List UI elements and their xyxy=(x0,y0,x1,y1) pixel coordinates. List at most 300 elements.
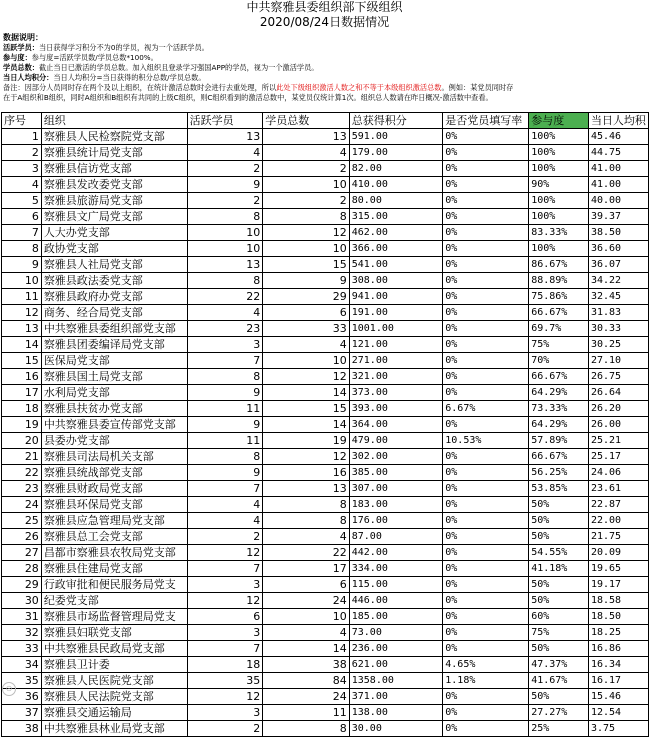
cell-fill-rate[interactable]: 0% xyxy=(443,609,529,625)
cell-fill-rate[interactable]: 0% xyxy=(443,577,529,593)
cell-total[interactable]: 22 xyxy=(263,545,349,561)
cell-participation[interactable]: 83.33% xyxy=(529,225,589,241)
table-row[interactable] xyxy=(2,353,649,369)
table-row[interactable] xyxy=(2,625,649,641)
cell-avg-points[interactable]: 41.00 xyxy=(588,161,648,177)
cell-total[interactable]: 14 xyxy=(263,641,349,657)
cell-avg-points[interactable]: 40.00 xyxy=(588,193,648,209)
cell-org[interactable]: 察雅县文广局党支部 xyxy=(41,209,187,225)
cell-participation[interactable]: 100% xyxy=(529,145,589,161)
cell-org[interactable]: 行政审批和便民服务局党支 xyxy=(41,577,187,593)
table-row[interactable] xyxy=(2,657,649,673)
cell-points[interactable]: 185.00 xyxy=(349,609,443,625)
cell-total[interactable]: 8 xyxy=(263,721,349,737)
cell-points[interactable]: 191.00 xyxy=(349,305,443,321)
cell-points[interactable]: 1001.00 xyxy=(349,321,443,337)
cell-active[interactable]: 7 xyxy=(187,481,263,497)
cell-total[interactable]: 4 xyxy=(263,529,349,545)
cell-participation[interactable]: 75.86% xyxy=(529,289,589,305)
table-row[interactable] xyxy=(2,641,649,657)
cell-index[interactable]: 28 xyxy=(2,561,42,577)
cell-index[interactable]: 14 xyxy=(2,337,42,353)
cell-total[interactable]: 8 xyxy=(263,497,349,513)
cell-index[interactable]: 27 xyxy=(2,545,42,561)
cell-active[interactable]: 2 xyxy=(187,193,263,209)
cell-points[interactable]: 941.00 xyxy=(349,289,443,305)
cell-participation[interactable]: 69.7% xyxy=(529,321,589,337)
cell-index[interactable]: 30 xyxy=(2,593,42,609)
cell-active[interactable]: 9 xyxy=(187,465,263,481)
cell-points[interactable]: 138.00 xyxy=(349,705,443,721)
cell-participation[interactable]: 47.37% xyxy=(529,657,589,673)
cell-org[interactable]: 察雅县妇联党支部 xyxy=(41,625,187,641)
cell-participation[interactable]: 50% xyxy=(529,577,589,593)
table-row[interactable] xyxy=(2,689,649,705)
cell-points[interactable]: 410.00 xyxy=(349,177,443,193)
cell-points[interactable]: 373.00 xyxy=(349,385,443,401)
cell-org[interactable]: 察雅县扶贫办党支部 xyxy=(41,401,187,417)
cell-points[interactable]: 87.00 xyxy=(349,529,443,545)
cell-org[interactable]: 察雅县旅游局党支部 xyxy=(41,193,187,209)
cell-avg-points[interactable]: 18.58 xyxy=(588,593,648,609)
cell-total[interactable]: 4 xyxy=(263,337,349,353)
cell-avg-points[interactable]: 36.07 xyxy=(588,257,648,273)
cell-org[interactable]: 政协党支部 xyxy=(41,241,187,257)
cell-avg-points[interactable]: 16.86 xyxy=(588,641,648,657)
cell-active[interactable]: 4 xyxy=(187,305,263,321)
cell-fill-rate[interactable]: 0% xyxy=(443,129,529,145)
cell-fill-rate[interactable]: 1.18% xyxy=(443,673,529,689)
cell-total[interactable]: 11 xyxy=(263,705,349,721)
cell-points[interactable]: 82.00 xyxy=(349,161,443,177)
cell-fill-rate[interactable]: 0% xyxy=(443,545,529,561)
cell-index[interactable]: 4 xyxy=(2,177,42,193)
cell-fill-rate[interactable]: 0% xyxy=(443,337,529,353)
cell-active[interactable]: 9 xyxy=(187,385,263,401)
cell-org[interactable]: 察雅县应急管理局党支部 xyxy=(41,513,187,529)
cell-org[interactable]: 察雅县信访党支部 xyxy=(41,161,187,177)
cell-participation[interactable]: 90% xyxy=(529,177,589,193)
cell-total[interactable]: 38 xyxy=(263,657,349,673)
cell-points[interactable]: 393.00 xyxy=(349,401,443,417)
cell-org[interactable]: 察雅县总工会党支部 xyxy=(41,529,187,545)
cell-total[interactable]: 19 xyxy=(263,433,349,449)
cell-index[interactable]: 36 xyxy=(2,689,42,705)
cell-avg-points[interactable]: 21.75 xyxy=(588,529,648,545)
cell-fill-rate[interactable]: 0% xyxy=(443,225,529,241)
cell-org[interactable]: 中共察雅县委宣传部党支部 xyxy=(41,417,187,433)
cell-points[interactable]: 308.00 xyxy=(349,273,443,289)
cell-fill-rate[interactable]: 0% xyxy=(443,305,529,321)
cell-participation[interactable]: 60% xyxy=(529,609,589,625)
cell-points[interactable]: 366.00 xyxy=(349,241,443,257)
table-row[interactable] xyxy=(2,129,649,145)
table-row[interactable] xyxy=(2,705,649,721)
cell-points[interactable]: 334.00 xyxy=(349,561,443,577)
cell-total[interactable]: 9 xyxy=(263,273,349,289)
cell-index[interactable]: 34 xyxy=(2,657,42,673)
cell-active[interactable]: 13 xyxy=(187,129,263,145)
cell-fill-rate[interactable]: 0% xyxy=(443,593,529,609)
cell-org[interactable]: 察雅县团委编译局党支部 xyxy=(41,337,187,353)
table-row[interactable] xyxy=(2,209,649,225)
cell-active[interactable]: 7 xyxy=(187,641,263,657)
cell-fill-rate[interactable]: 0% xyxy=(443,625,529,641)
cell-avg-points[interactable]: 44.75 xyxy=(588,145,648,161)
cell-points[interactable]: 73.00 xyxy=(349,625,443,641)
cell-participation[interactable]: 75% xyxy=(529,337,589,353)
cell-participation[interactable]: 86.67% xyxy=(529,257,589,273)
cell-avg-points[interactable]: 38.50 xyxy=(588,225,648,241)
cell-avg-points[interactable]: 32.45 xyxy=(588,289,648,305)
table-row[interactable] xyxy=(2,305,649,321)
cell-index[interactable]: 31 xyxy=(2,609,42,625)
cell-index[interactable]: 18 xyxy=(2,401,42,417)
cell-points[interactable]: 462.00 xyxy=(349,225,443,241)
cell-points[interactable]: 315.00 xyxy=(349,209,443,225)
cell-active[interactable]: 11 xyxy=(187,433,263,449)
table-row[interactable] xyxy=(2,161,649,177)
cell-fill-rate[interactable]: 4.65% xyxy=(443,657,529,673)
cell-total[interactable]: 2 xyxy=(263,161,349,177)
cell-total[interactable]: 10 xyxy=(263,353,349,369)
cell-org[interactable]: 昌都市察雅县农牧局党支部 xyxy=(41,545,187,561)
cell-org[interactable]: 察雅县财政局党支部 xyxy=(41,481,187,497)
cell-points[interactable]: 446.00 xyxy=(349,593,443,609)
cell-index[interactable]: 5 xyxy=(2,193,42,209)
cell-points[interactable]: 80.00 xyxy=(349,193,443,209)
cell-points[interactable]: 541.00 xyxy=(349,257,443,273)
cell-participation[interactable]: 66.67% xyxy=(529,369,589,385)
cell-avg-points[interactable]: 31.83 xyxy=(588,305,648,321)
cell-org[interactable]: 中共察雅县林业局党支部 xyxy=(41,721,187,737)
cell-avg-points[interactable]: 26.75 xyxy=(588,369,648,385)
cell-points[interactable]: 183.00 xyxy=(349,497,443,513)
cell-index[interactable]: 26 xyxy=(2,529,42,545)
cell-total[interactable]: 12 xyxy=(263,225,349,241)
cell-active[interactable]: 3 xyxy=(187,337,263,353)
cell-avg-points[interactable]: 39.37 xyxy=(588,209,648,225)
cell-org[interactable]: 察雅县统计局党支部 xyxy=(41,145,187,161)
cell-total[interactable]: 4 xyxy=(263,145,349,161)
table-row[interactable] xyxy=(2,545,649,561)
cell-participation[interactable]: 100% xyxy=(529,161,589,177)
cell-index[interactable]: 16 xyxy=(2,369,42,385)
cell-org[interactable]: 察雅县住建局党支部 xyxy=(41,561,187,577)
table-row[interactable] xyxy=(2,465,649,481)
cell-index[interactable]: 3 xyxy=(2,161,42,177)
table-row[interactable] xyxy=(2,193,649,209)
cell-fill-rate[interactable]: 0% xyxy=(443,705,529,721)
cell-fill-rate[interactable]: 0% xyxy=(443,161,529,177)
cell-active[interactable]: 8 xyxy=(187,209,263,225)
cell-fill-rate[interactable]: 0% xyxy=(443,273,529,289)
cell-points[interactable]: 364.00 xyxy=(349,417,443,433)
cell-index[interactable]: 7 xyxy=(2,225,42,241)
cell-total[interactable]: 8 xyxy=(263,209,349,225)
cell-active[interactable]: 12 xyxy=(187,689,263,705)
cell-points[interactable]: 307.00 xyxy=(349,481,443,497)
cell-org[interactable]: 察雅县人民检察院党支部 xyxy=(41,129,187,145)
cell-total[interactable]: 12 xyxy=(263,369,349,385)
cell-fill-rate[interactable]: 0% xyxy=(443,497,529,513)
cell-participation[interactable]: 50% xyxy=(529,497,589,513)
table-row[interactable] xyxy=(2,241,649,257)
cell-participation[interactable]: 100% xyxy=(529,129,589,145)
cell-avg-points[interactable]: 25.17 xyxy=(588,449,648,465)
cell-total[interactable]: 8 xyxy=(263,513,349,529)
cell-index[interactable]: 22 xyxy=(2,465,42,481)
cell-active[interactable]: 7 xyxy=(187,353,263,369)
cell-fill-rate[interactable]: 0% xyxy=(443,209,529,225)
cell-fill-rate[interactable]: 0% xyxy=(443,257,529,273)
table-row[interactable] xyxy=(2,385,649,401)
cell-total[interactable]: 14 xyxy=(263,385,349,401)
cell-active[interactable]: 18 xyxy=(187,657,263,673)
cell-active[interactable]: 2 xyxy=(187,721,263,737)
cell-org[interactable]: 察雅县发改委党支部 xyxy=(41,177,187,193)
cell-org[interactable]: 察雅县政府办党支部 xyxy=(41,289,187,305)
cell-avg-points[interactable]: 18.50 xyxy=(588,609,648,625)
cell-active[interactable]: 22 xyxy=(187,289,263,305)
cell-active[interactable]: 23 xyxy=(187,321,263,337)
table-row[interactable] xyxy=(2,321,649,337)
cell-total[interactable]: 84 xyxy=(263,673,349,689)
cell-participation[interactable]: 50% xyxy=(529,529,589,545)
cell-total[interactable]: 6 xyxy=(263,305,349,321)
cell-avg-points[interactable]: 19.17 xyxy=(588,577,648,593)
cell-points[interactable]: 479.00 xyxy=(349,433,443,449)
cell-index[interactable]: 35 xyxy=(2,673,42,689)
cell-avg-points[interactable]: 41.00 xyxy=(588,177,648,193)
table-row[interactable] xyxy=(2,401,649,417)
table-row[interactable] xyxy=(2,257,649,273)
cell-index[interactable]: 11 xyxy=(2,289,42,305)
cell-points[interactable]: 371.00 xyxy=(349,689,443,705)
cell-avg-points[interactable]: 16.34 xyxy=(588,657,648,673)
cell-active[interactable]: 10 xyxy=(187,241,263,257)
cell-active[interactable]: 3 xyxy=(187,577,263,593)
cell-fill-rate[interactable]: 0% xyxy=(443,417,529,433)
cell-avg-points[interactable]: 16.17 xyxy=(588,673,648,689)
cell-points[interactable]: 30.00 xyxy=(349,721,443,737)
cell-points[interactable]: 115.00 xyxy=(349,577,443,593)
cell-participation[interactable]: 100% xyxy=(529,193,589,209)
cell-points[interactable]: 271.00 xyxy=(349,353,443,369)
cell-participation[interactable]: 66.67% xyxy=(529,449,589,465)
cell-avg-points[interactable]: 45.46 xyxy=(588,129,648,145)
cell-avg-points[interactable]: 27.10 xyxy=(588,353,648,369)
cell-index[interactable]: 15 xyxy=(2,353,42,369)
cell-index[interactable]: 24 xyxy=(2,497,42,513)
cell-index[interactable]: 21 xyxy=(2,449,42,465)
cell-points[interactable]: 591.00 xyxy=(349,129,443,145)
cell-participation[interactable]: 100% xyxy=(529,209,589,225)
cell-total[interactable]: 24 xyxy=(263,689,349,705)
cell-org[interactable]: 察雅县统战部党支部 xyxy=(41,465,187,481)
cell-participation[interactable]: 50% xyxy=(529,641,589,657)
col-header-participation[interactable]: 参与度 xyxy=(529,113,589,129)
cell-participation[interactable]: 25% xyxy=(529,721,589,737)
cell-total[interactable]: 10 xyxy=(263,177,349,193)
table-row[interactable] xyxy=(2,369,649,385)
cell-total[interactable]: 33 xyxy=(263,321,349,337)
cell-active[interactable]: 8 xyxy=(187,449,263,465)
cell-participation[interactable]: 54.55% xyxy=(529,545,589,561)
cell-org[interactable]: 察雅县人社局党支部 xyxy=(41,257,187,273)
table-row[interactable] xyxy=(2,289,649,305)
cell-points[interactable]: 176.00 xyxy=(349,513,443,529)
table-row[interactable] xyxy=(2,561,649,577)
cell-fill-rate[interactable]: 0% xyxy=(443,449,529,465)
cell-participation[interactable]: 27.27% xyxy=(529,705,589,721)
cell-participation[interactable]: 64.29% xyxy=(529,417,589,433)
col-header-total[interactable]: 学员总数 xyxy=(263,113,349,129)
cell-avg-points[interactable]: 26.20 xyxy=(588,401,648,417)
cell-total[interactable]: 29 xyxy=(263,289,349,305)
cell-index[interactable]: 8 xyxy=(2,241,42,257)
cell-avg-points[interactable]: 30.33 xyxy=(588,321,648,337)
cell-active[interactable]: 35 xyxy=(187,673,263,689)
cell-participation[interactable]: 75% xyxy=(529,625,589,641)
table-row[interactable] xyxy=(2,529,649,545)
cell-points[interactable]: 1358.00 xyxy=(349,673,443,689)
cell-points[interactable]: 236.00 xyxy=(349,641,443,657)
cell-points[interactable]: 179.00 xyxy=(349,145,443,161)
cell-active[interactable]: 7 xyxy=(187,561,263,577)
cell-total[interactable]: 15 xyxy=(263,401,349,417)
cell-org[interactable]: 县委办党支部 xyxy=(41,433,187,449)
cell-fill-rate[interactable]: 0% xyxy=(443,385,529,401)
cell-active[interactable]: 4 xyxy=(187,145,263,161)
cell-avg-points[interactable]: 23.61 xyxy=(588,481,648,497)
cell-active[interactable]: 8 xyxy=(187,273,263,289)
cell-avg-points[interactable]: 24.06 xyxy=(588,465,648,481)
cell-participation[interactable]: 100% xyxy=(529,241,589,257)
table-row[interactable] xyxy=(2,673,649,689)
cell-index[interactable]: 32 xyxy=(2,625,42,641)
cell-org[interactable]: 察雅县政法委党支部 xyxy=(41,273,187,289)
cell-fill-rate[interactable]: 0% xyxy=(443,145,529,161)
cell-active[interactable]: 13 xyxy=(187,257,263,273)
table-row[interactable] xyxy=(2,449,649,465)
table-row[interactable] xyxy=(2,177,649,193)
cell-index[interactable]: 9 xyxy=(2,257,42,273)
cell-total[interactable]: 16 xyxy=(263,465,349,481)
cell-org[interactable]: 人大办党支部 xyxy=(41,225,187,241)
cell-active[interactable]: 2 xyxy=(187,161,263,177)
table-row[interactable] xyxy=(2,609,649,625)
cell-points[interactable]: 321.00 xyxy=(349,369,443,385)
cell-avg-points[interactable]: 30.25 xyxy=(588,337,648,353)
cell-total[interactable]: 13 xyxy=(263,129,349,145)
cell-avg-points[interactable]: 12.54 xyxy=(588,705,648,721)
cell-avg-points[interactable]: 22.00 xyxy=(588,513,648,529)
cell-avg-points[interactable]: 36.60 xyxy=(588,241,648,257)
cell-total[interactable]: 12 xyxy=(263,449,349,465)
cell-points[interactable]: 385.00 xyxy=(349,465,443,481)
cell-org[interactable]: 察雅县交通运输局 xyxy=(41,705,187,721)
cell-active[interactable]: 12 xyxy=(187,593,263,609)
col-header-index[interactable]: 序号 xyxy=(2,113,42,129)
cell-index[interactable]: 25 xyxy=(2,513,42,529)
table-row[interactable] xyxy=(2,337,649,353)
table-row[interactable] xyxy=(2,497,649,513)
cell-index[interactable]: 17 xyxy=(2,385,42,401)
cell-index[interactable]: 23 xyxy=(2,481,42,497)
cell-fill-rate[interactable]: 0% xyxy=(443,289,529,305)
cell-index[interactable]: 29 xyxy=(2,577,42,593)
cell-index[interactable]: 12 xyxy=(2,305,42,321)
cell-participation[interactable]: 88.89% xyxy=(529,273,589,289)
cell-active[interactable]: 6 xyxy=(187,609,263,625)
cell-participation[interactable]: 70% xyxy=(529,353,589,369)
cell-active[interactable]: 3 xyxy=(187,625,263,641)
cell-org[interactable]: 察雅县人民医院党支部 xyxy=(41,673,187,689)
cell-index[interactable]: 20 xyxy=(2,433,42,449)
cell-total[interactable]: 10 xyxy=(263,609,349,625)
col-header-org[interactable]: 组织 xyxy=(41,113,187,129)
cell-fill-rate[interactable]: 0% xyxy=(443,465,529,481)
cell-total[interactable]: 2 xyxy=(263,193,349,209)
table-row[interactable] xyxy=(2,721,649,737)
cell-participation[interactable]: 41.67% xyxy=(529,673,589,689)
cell-index[interactable]: 6 xyxy=(2,209,42,225)
cell-points[interactable]: 621.00 xyxy=(349,657,443,673)
cell-fill-rate[interactable]: 0% xyxy=(443,721,529,737)
cell-active[interactable]: 4 xyxy=(187,497,263,513)
cell-total[interactable]: 10 xyxy=(263,241,349,257)
cell-fill-rate[interactable]: 0% xyxy=(443,321,529,337)
cell-fill-rate[interactable]: 0% xyxy=(443,689,529,705)
table-row[interactable] xyxy=(2,593,649,609)
cell-index[interactable]: 10 xyxy=(2,273,42,289)
cell-participation[interactable]: 50% xyxy=(529,513,589,529)
cell-index[interactable]: 1 xyxy=(2,129,42,145)
cell-org[interactable]: 察雅县国土局党支部 xyxy=(41,369,187,385)
cell-fill-rate[interactable]: 6.67% xyxy=(443,401,529,417)
cell-index[interactable]: 33 xyxy=(2,641,42,657)
cell-org[interactable]: 中共察雅县民政局党支部 xyxy=(41,641,187,657)
cell-active[interactable]: 8 xyxy=(187,369,263,385)
cell-participation[interactable]: 57.89% xyxy=(529,433,589,449)
cell-participation[interactable]: 53.85% xyxy=(529,481,589,497)
cell-fill-rate[interactable]: 0% xyxy=(443,641,529,657)
cell-total[interactable]: 24 xyxy=(263,593,349,609)
col-header-active[interactable]: 活跃学员 xyxy=(187,113,263,129)
cell-active[interactable]: 11 xyxy=(187,401,263,417)
col-header-fill-rate[interactable]: 是否党员填写率 xyxy=(443,113,529,129)
cell-total[interactable]: 15 xyxy=(263,257,349,273)
col-header-avg-points[interactable]: 当日人均积 xyxy=(588,113,648,129)
cell-active[interactable]: 9 xyxy=(187,177,263,193)
cell-total[interactable]: 6 xyxy=(263,577,349,593)
cell-total[interactable]: 14 xyxy=(263,417,349,433)
cell-org[interactable]: 察雅县人民法院党支部 xyxy=(41,689,187,705)
cell-index[interactable]: 37 xyxy=(2,705,42,721)
cell-avg-points[interactable]: 20.09 xyxy=(588,545,648,561)
cell-active[interactable]: 4 xyxy=(187,513,263,529)
cell-avg-points[interactable]: 22.87 xyxy=(588,497,648,513)
table-row[interactable] xyxy=(2,481,649,497)
cell-total[interactable]: 13 xyxy=(263,481,349,497)
cell-fill-rate[interactable]: 0% xyxy=(443,369,529,385)
table-row[interactable] xyxy=(2,433,649,449)
cell-index[interactable]: 13 xyxy=(2,321,42,337)
cell-points[interactable]: 302.00 xyxy=(349,449,443,465)
col-header-points[interactable]: 总获得积分 xyxy=(349,113,443,129)
cell-avg-points[interactable]: 15.46 xyxy=(588,689,648,705)
